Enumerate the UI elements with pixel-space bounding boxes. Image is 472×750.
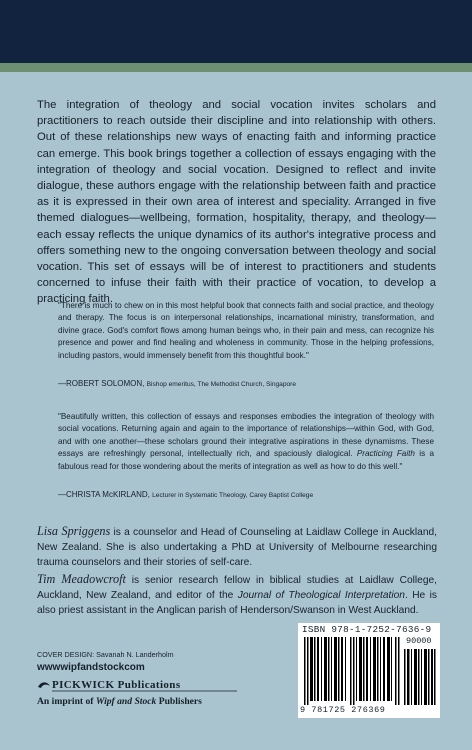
endorser-name-1: —ROBERT SOLOMON,: [58, 379, 145, 388]
top-color-band: [0, 0, 472, 63]
quote-2-text-a: "Beautifully written, this collection of essays and responses embodies the integration of theology with social vocations. Returning again and again to the importance of relationships—within God, with God, and with one another—these scholars ground their integrative aspirations in these dynamisms. These essays are refreshingly personal, intellectually rich, and spaciously dialogical.: [58, 412, 434, 459]
endorsement-attribution-1: [58, 378, 296, 391]
publisher-url: wwwwipfandstockcom: [37, 662, 145, 673]
author-name-1: Lisa Spriggens: [37, 524, 111, 538]
author-bio-2-text-b: . He is also priest assistant in the Anglican parish of Henderson/Swanson in West Auckland.: [37, 590, 437, 617]
author-bio-1: [37, 524, 437, 571]
journal-title: Journal of Theological Interpretation: [237, 590, 405, 602]
ean-digits: 9 781725 276369: [300, 705, 386, 715]
isbn-number: ISBN 978-1-7252-7636-9: [302, 624, 432, 635]
endorser-role-2: Lecturer in Systematic Theology, Carey Baptist College: [152, 492, 314, 499]
imprint-text-b: Publishers: [158, 696, 202, 707]
author-bio-2: [37, 572, 437, 619]
accent-stripe: [0, 63, 472, 72]
imprint-brand: Wipf and Stock: [95, 696, 157, 707]
author-name-2: Tim Meadowcroft: [37, 572, 126, 586]
price-code: 90000: [406, 636, 432, 646]
cover-design-credit: COVER DESIGN: Savanah N. Landerholm: [37, 650, 174, 659]
endorsement-attribution-2: [58, 489, 313, 502]
ean-barcode-bars-icon: [304, 637, 400, 705]
imprint-text-a: An imprint of: [37, 696, 94, 707]
publisher-name: PICKWICK Publications: [52, 679, 181, 691]
endorsement-quote-2: [58, 411, 434, 473]
book-description: The integration of theology and social vocation invites scholars and practitioners to reach outside their discipline and into relationship with others. Out of these relationships new ways of enacting faith and informing practice can emerge. This book brings together a collection of essays engaging with the integration of theology and social vocation. Designed to reflect and invite dialogue, these authors engage with the relationship between faith and practice as it is expressed in their own area of interest and speciality. Arranged in five themed dialogues—wellbeing, formation, hospitality, therapy, and theology—each essay reflects the unique dynamics of its author's integrative process and offers something new to the ongoing conversation between theology and social vocation. This set of essays will be of interest to practitioners and students concerned to infuse their faith with their practice of vocation, to develop a practicing faith.: [37, 99, 436, 306]
endorser-name-2: —CHRISTA McKIRLAND,: [58, 490, 150, 499]
author-bio-2-text-a: is senior research fellow in biblical studies at Laidlaw College, Auckland, New Zealand, and editor of the: [37, 575, 437, 602]
quote-2-text-b: is a fabulous read for those wondering about the merits of integration as well as how to do this well.": [58, 449, 435, 471]
endorser-role-1: Bishop emeritus, The Methodist Church, Singapore: [146, 381, 297, 388]
endorsement-quote-1: "There is much to chew on in this most helpful book that connects faith and social practice, and theology and therapy. The focus is on interpersonal relationships, incarnational ministry, transformation, and divine grace. God's comfort flows among human beings who, in their pain and mess, can recognize his presence and power and find healing and wholeness in community. Those in the helping professions, including pastors, would immensely benefit from this thoughtful book.": [58, 301, 434, 360]
quote-2-book-title: Practicing Faith: [356, 449, 415, 459]
isbn-barcode: [298, 623, 440, 718]
price-barcode-bars-icon: [404, 649, 436, 705]
author-bio-1-text: is a counselor and Head of Counseling at Laidlaw College in Auckland, New Zealand. She is also undertaking a PhD at University of Melbourne researching trauma counselors and their stories of self-care.: [37, 527, 437, 569]
publisher-imprint: [37, 696, 202, 707]
